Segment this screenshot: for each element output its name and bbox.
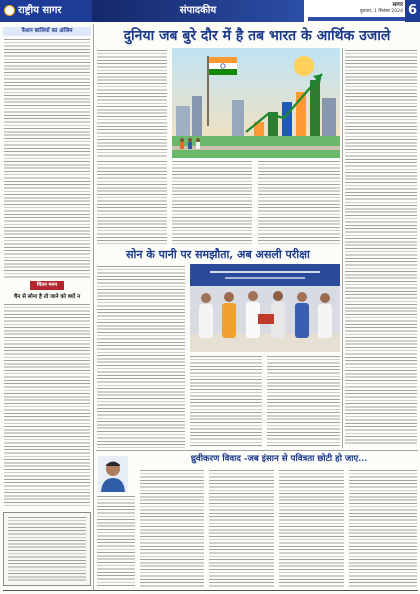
masthead-logo-icon xyxy=(4,5,15,16)
photo-banner xyxy=(190,264,340,286)
agreement-folder xyxy=(258,314,274,324)
masthead-brand xyxy=(0,0,92,22)
sun-icon xyxy=(294,56,314,76)
imprint-text xyxy=(8,517,86,581)
second-body-col2 xyxy=(190,356,262,448)
third-body-col1 xyxy=(97,496,135,588)
banner-line xyxy=(225,277,305,279)
lead-body-col3 xyxy=(172,161,252,244)
paper-name: राष्ट्रीय सागर xyxy=(18,5,62,16)
lead-body-col1 xyxy=(97,50,167,158)
second-headline: सोन के पानी पर समझौता, अब असली परीक्षा xyxy=(126,248,310,261)
left-column-label: चिंतन मनन xyxy=(30,281,64,290)
people-figures xyxy=(180,138,200,149)
lead-illustration xyxy=(172,48,340,158)
third-body-col2 xyxy=(140,470,204,588)
left-article-title: फैशन बाजियों का अंजिम xyxy=(3,27,91,36)
column-divider xyxy=(342,48,343,448)
left-second-title: चैन से सोना है तो जाने को क्यों न xyxy=(13,294,81,300)
second-body-col1 xyxy=(97,266,185,448)
left-article-body xyxy=(4,39,90,278)
right-column-body xyxy=(345,50,417,446)
section-band xyxy=(92,0,304,22)
author-photo xyxy=(98,456,128,492)
lead-headline: दुनिया जब बुरे दौर में है तब भारत के आर्थिक उजाले xyxy=(123,28,391,44)
dateline-city: सागर xyxy=(392,2,403,8)
indian-flag-icon xyxy=(209,57,237,75)
dateline-date: बुधवार, 1 सितंबर 2024 xyxy=(360,9,403,14)
column-divider xyxy=(93,24,94,590)
photo-floor xyxy=(190,334,340,352)
banner-line xyxy=(210,271,320,273)
second-body-col3 xyxy=(267,356,340,448)
third-body-col4 xyxy=(279,470,344,588)
page-number: 6 xyxy=(405,0,420,22)
section-title: संपादकीय xyxy=(179,5,217,16)
left-second-body xyxy=(4,304,90,508)
second-article-photo xyxy=(190,264,340,352)
lead-body-col4 xyxy=(258,161,340,244)
section-rule xyxy=(96,450,418,451)
footer-rule xyxy=(3,590,418,591)
dateline xyxy=(304,0,405,22)
third-headline: ध्रुवीकरण विवाद -जब इंसान से पवित्रता छोटी हो जाए... xyxy=(190,454,368,464)
third-body-col3 xyxy=(209,470,274,588)
lead-body-col2 xyxy=(97,161,167,244)
third-body-col5 xyxy=(349,470,417,588)
imprint-box xyxy=(3,512,91,586)
dateline-strip xyxy=(308,17,405,21)
